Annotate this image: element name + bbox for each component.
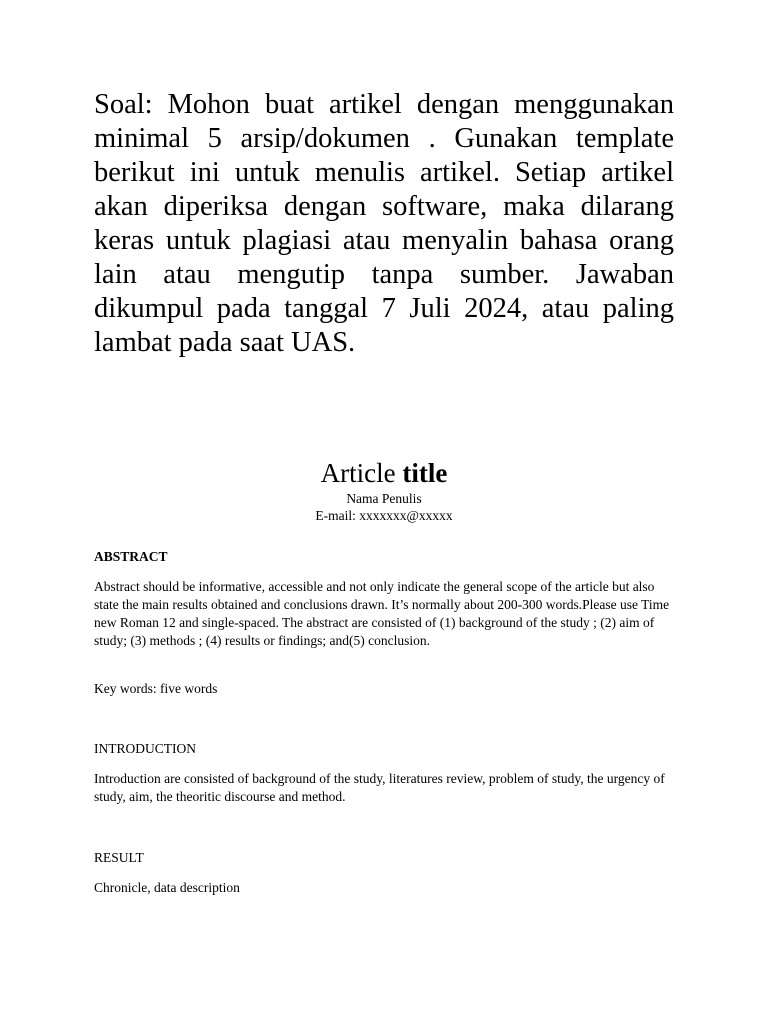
author-name: Nama Penulis — [346, 491, 422, 506]
introduction-body: Introduction are consisted of background of the study, literatures review, problem of study, the urgency of study, aim, the theoritic discourse and method. — [94, 771, 665, 804]
keywords: Key words: five words — [94, 681, 218, 696]
result-heading: RESULT — [94, 850, 144, 865]
abstract-heading: ABSTRACT — [94, 549, 168, 564]
article-header — [94, 456, 674, 524]
author-email: E-mail: xxxxxxx@xxxxx — [315, 508, 453, 523]
article-title-bold: title — [402, 458, 448, 488]
article-title — [94, 456, 674, 490]
abstract-body: Abstract should be informative, accessible and not only indicate the general scope of the article but also state the main results obtained and conclusions drawn. It’s normally about 200-300 words.Please use Time new Roman 12 and single-spaced. The abstract are consisted of (1) background of the study ; (2) aim of study; (3) methods ; (4) results or findings; and(5) conclusion. — [94, 579, 670, 648]
article-title-regular: Article — [320, 458, 403, 488]
introduction-heading: INTRODUCTION — [94, 741, 196, 756]
result-body: Chronicle, data description — [94, 880, 240, 895]
assignment-prompt: Soal: Mohon buat artikel dengan menggunakan minimal 5 arsip/dokumen . Gunakan template berikut ini untuk menulis artikel. Setiap artikel akan diperiksa dengan software, maka dilarang keras untuk plagiasi atau menyalin bahasa orang lain atau mengutip tanpa sumber. Jawaban dikumpul pada tanggal 7 Juli 2024, atau paling lambat pada saat UAS. — [94, 89, 674, 358]
